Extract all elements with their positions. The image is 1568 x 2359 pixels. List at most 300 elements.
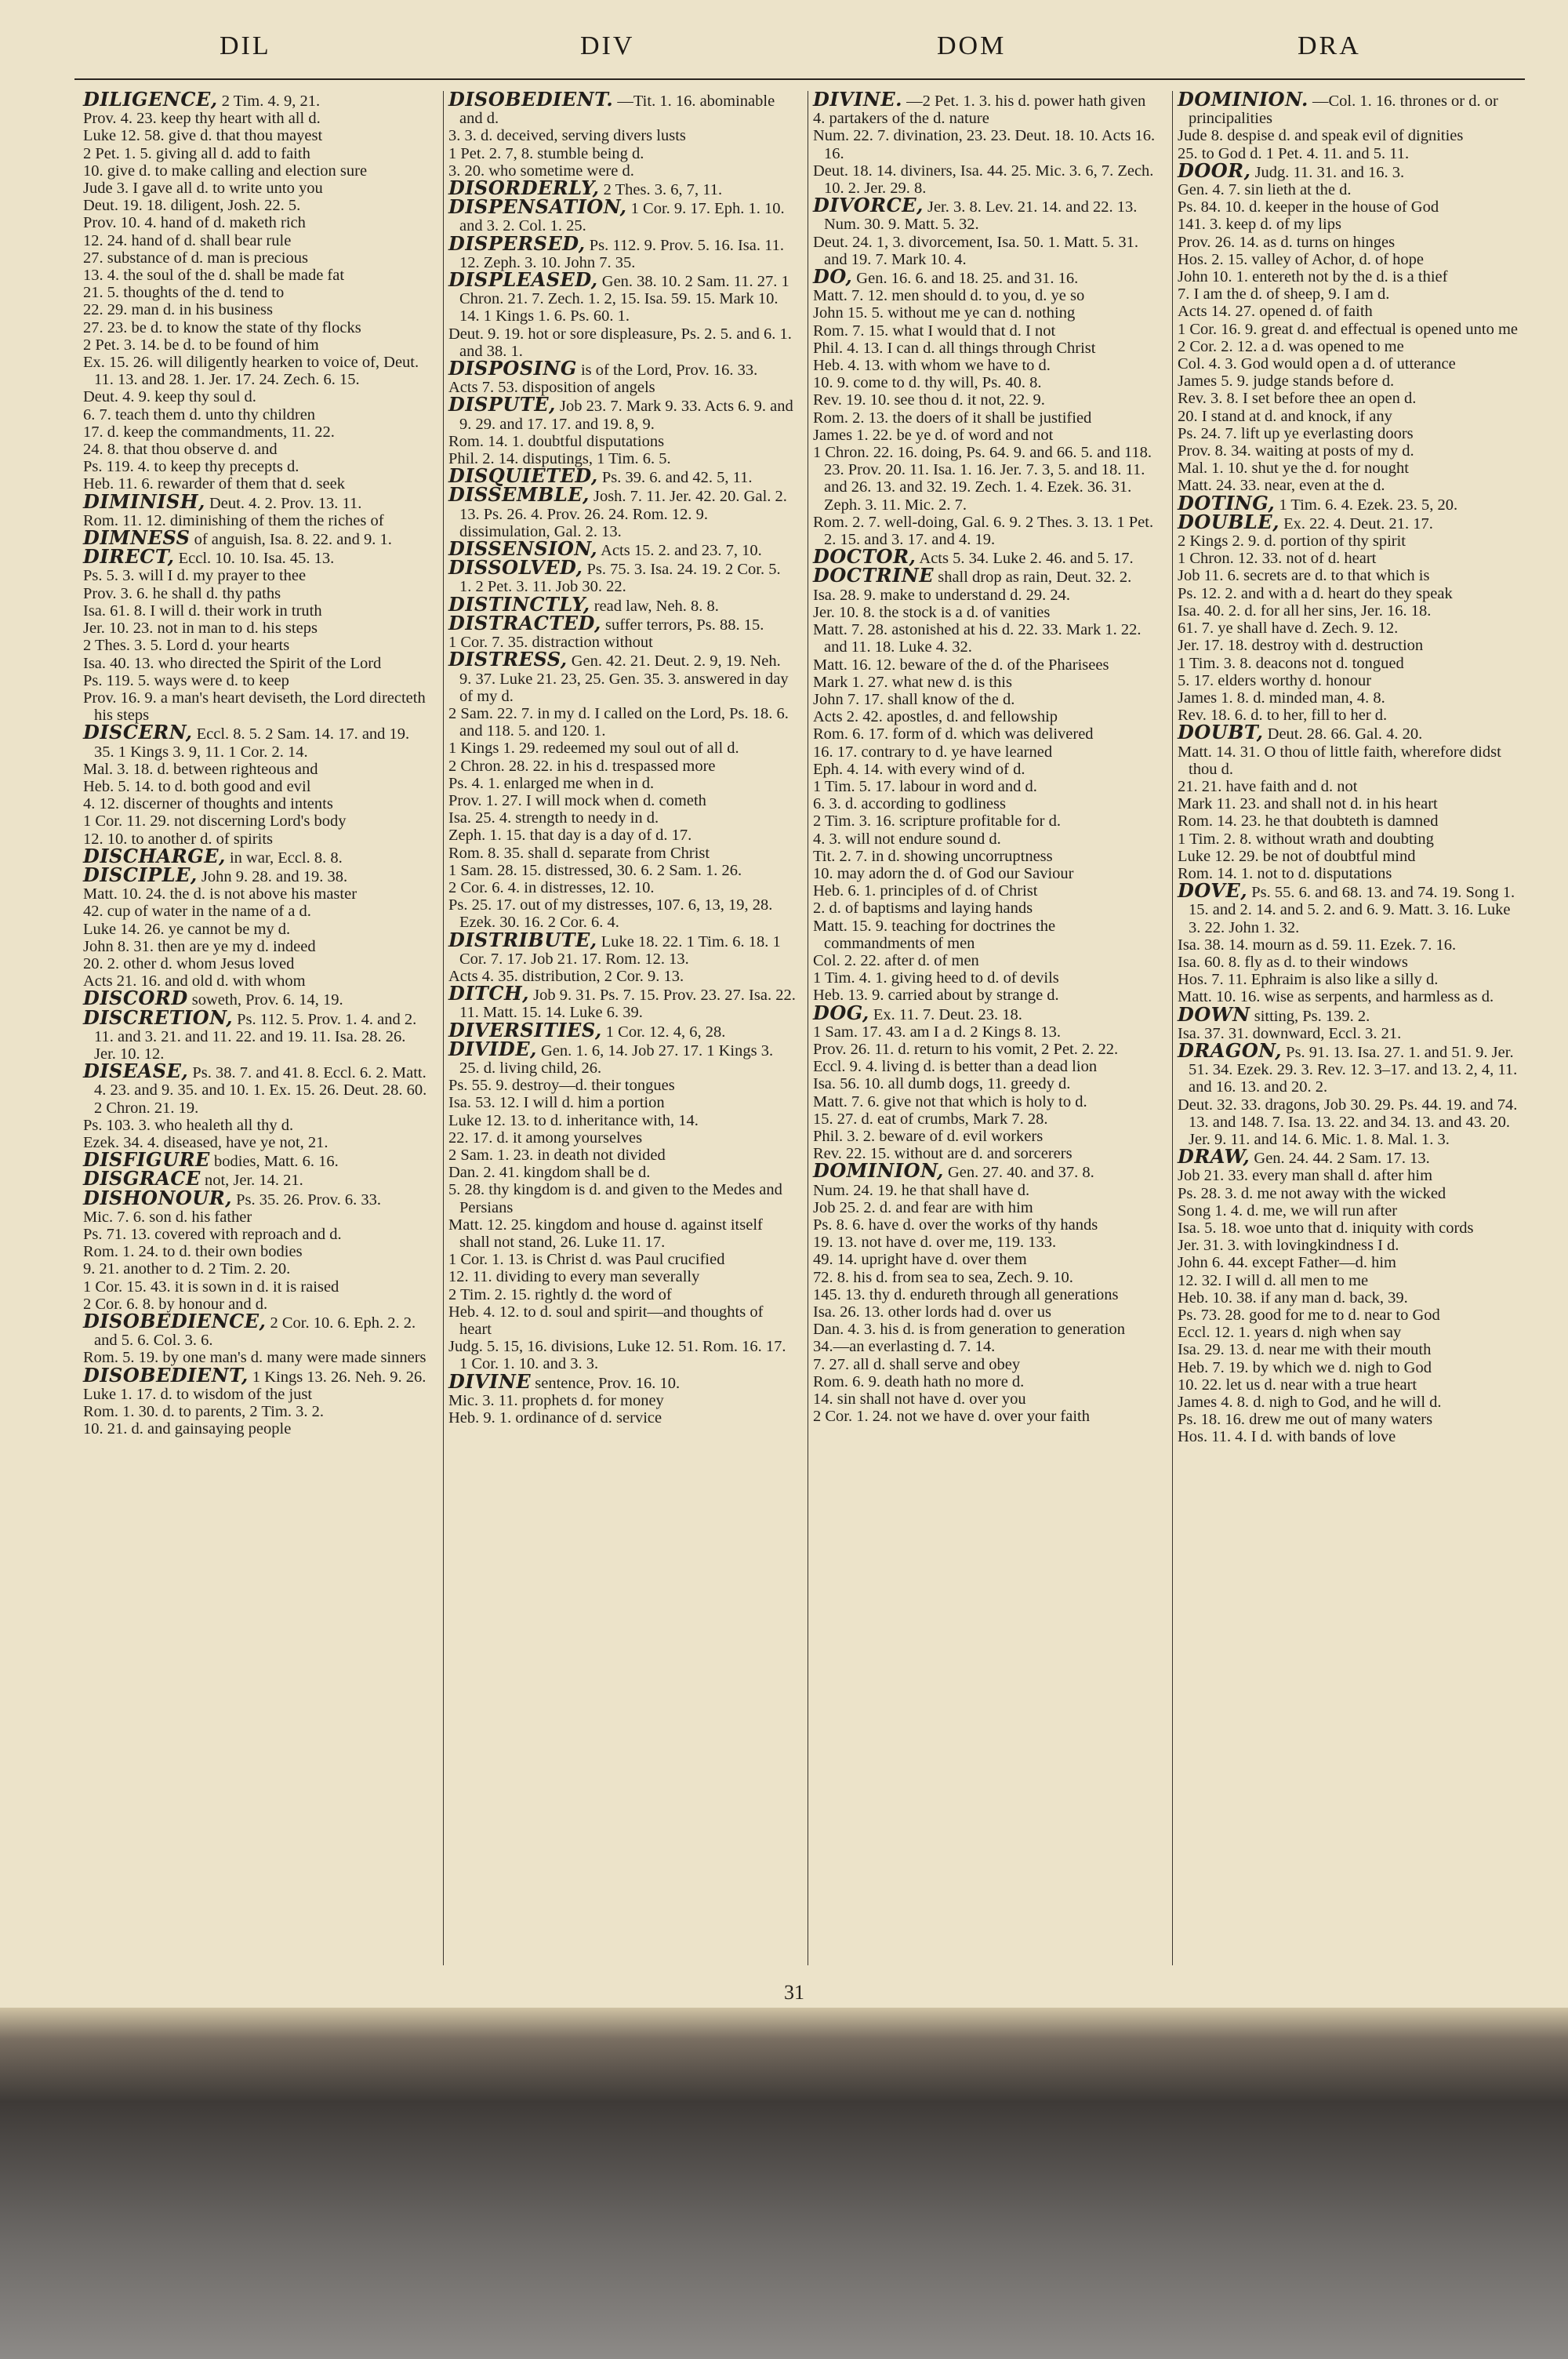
entry-line (1178, 602, 1525, 620)
column-2 (443, 91, 800, 1965)
entry-headword-line (813, 265, 1160, 289)
entry-headword-line (813, 91, 1160, 110)
entry-line (813, 110, 1160, 127)
headword: DISTINCTLY, (448, 592, 590, 616)
entry-line (448, 758, 796, 775)
reference-text: bodies, Matt. 6. 16. (213, 1153, 339, 1171)
reference-text: 3. 3. d. deceived, serving divers lusts (448, 127, 686, 145)
entry-line (813, 604, 1160, 621)
reference-text: 24. 8. that thou observe d. and (83, 441, 278, 459)
entry-line (83, 903, 430, 920)
entry-line (83, 354, 430, 388)
entry-line (813, 1110, 1160, 1128)
reference-text: Col. 4. 3. God would open a d. of utterance (1178, 355, 1456, 373)
entry-line (1178, 1289, 1525, 1307)
reference-text: Rom. 8. 35. shall d. separate from Christ (448, 844, 710, 862)
entry-line (1178, 1324, 1525, 1341)
reference-text: not, Jer. 14. 21. (204, 1172, 303, 1190)
reference-text: Eccl. 8. 5. 2 Sam. 14. 17. and 19. 35. 1 Kings 3. 9, 11. 1 Cor. 2. 14. (94, 725, 410, 761)
reference-text: 2 Chron. 28. 22. in his d. trespassed more (448, 757, 716, 775)
reference-text: 17. d. keep the commandments, 11. 22. (83, 423, 335, 441)
entry-line (83, 458, 430, 475)
entry-line (83, 319, 430, 336)
entry-line (1178, 1219, 1525, 1237)
reference-text: Ps. 25. 17. out of my distresses, 107. 6, 13, 19, 28. Ezek. 30. 16. 2 Cor. 6. 4. (448, 896, 773, 932)
reference-text: 4. 3. will not endure sound d. (813, 830, 1001, 848)
entry-line (813, 691, 1160, 708)
entry-line (83, 1403, 430, 1420)
running-head-2: DIV (580, 31, 635, 60)
reference-text: —2 Pet. 1. 3. his d. power hath given (906, 93, 1146, 110)
reference-text: Dan. 2. 41. kingdom shall be d. (448, 1164, 651, 1182)
reference-text: Gen. 38. 10. 2 Sam. 11. 27. 1 Chron. 21. 7. Zech. 1. 2, 15. Isa. 59. 15. Mark 10. 14. 1 Kings 1. 6. Ps. 60. 1. (459, 273, 789, 325)
headword: DOTING, (1178, 491, 1276, 514)
reference-text: Luke 1. 17. d. to wisdom of the just (83, 1385, 313, 1403)
headword: DISTRESS, (448, 648, 568, 671)
reference-text: 27. substance of d. man is precious (83, 249, 308, 267)
entry-line (1178, 198, 1525, 216)
reference-text: Prov. 3. 6. he shall d. thy paths (83, 584, 281, 602)
reference-text: Isa. 40. 2. d. for all her sins, Jer. 16. 18. (1178, 602, 1432, 620)
entry-line (83, 388, 430, 405)
reference-text: 10. 9. come to d. thy will, Ps. 40. 8. (813, 374, 1042, 392)
entry-line (813, 409, 1160, 427)
reference-text: Prov. 1. 27. I will mock when d. cometh (448, 791, 706, 809)
entry-line (1178, 127, 1525, 144)
entry-line (448, 809, 796, 827)
entry-line (83, 761, 430, 778)
entry-line (448, 1409, 796, 1427)
entry-line (1178, 1185, 1525, 1202)
reference-text: 2 Cor. 2. 12. a d. was opened to me (1178, 337, 1404, 355)
reference-text: Ex. 15. 26. will diligently hearken to voice of, Deut. 11. 13. and 28. 1. Jer. 17. 24. Zech. 6. 15. (83, 354, 419, 389)
entry-headword-line (448, 611, 796, 634)
reference-text: Eccl. 9. 4. living d. is better than a dead lion (813, 1058, 1098, 1076)
reference-text: Job 23. 7. Mark 9. 33. Acts 6. 9. and 9. 29. and 17. 17. and 19. 8, 9. (459, 398, 793, 433)
reference-text: Isa. 40. 13. who directed the Spirit of the Lord (83, 654, 382, 672)
entry-line (1178, 655, 1525, 672)
reference-text: Rom. 1. 24. to d. their own bodies (83, 1243, 303, 1261)
reference-text: Luke 14. 26. ye cannot be my d. (83, 920, 291, 938)
entry-line (83, 441, 430, 458)
headword: DISCERN, (83, 721, 193, 744)
reference-text: 2. d. of baptisms and laying hands (813, 900, 1033, 918)
reference-text: sitting, Ps. 139. 2. (1254, 1007, 1370, 1025)
entry-headword-line (448, 91, 796, 127)
reference-text: 6. 7. teach them d. unto thy children (83, 405, 316, 423)
entry-line (83, 406, 430, 423)
reference-text: Deut. 24. 1, 3. divorcement, Isa. 50. 1. Matt. 5. 31. and 19. 7. Mark 10. 4. (813, 233, 1139, 268)
entry-line (813, 900, 1160, 917)
entry-line (1178, 216, 1525, 233)
entry-line (1178, 442, 1525, 460)
reference-text: Isa. 5. 18. woe unto that d. iniquity with cords (1178, 1219, 1474, 1237)
reference-text: Jer. 10. 8. the stock is a d. of vanities (813, 603, 1051, 621)
entry-line (813, 1234, 1160, 1251)
entry-line (813, 1075, 1160, 1092)
reference-text: Prov. 4. 23. keep thy heart with all d. (83, 110, 321, 128)
headword: DO, (813, 265, 853, 289)
reference-text: Rom. 1. 30. d. to parents, 2 Tim. 3. 2. (83, 1403, 324, 1421)
reference-text: Ps. 84. 10. d. keeper in the house of God (1178, 198, 1439, 216)
entry-headword-line (83, 1005, 430, 1063)
entry-line (813, 162, 1160, 197)
reference-text: Rom. 2. 13. the doers of it shall be justified (813, 409, 1092, 427)
entry-line (83, 162, 430, 180)
reference-text: Ps. 119. 5. ways were d. to keep (83, 671, 289, 689)
reference-text: Job 9. 31. Ps. 7. 15. Prov. 23. 27. Isa. 22. 11. Matt. 15. 14. Luke 6. 39. (459, 987, 796, 1022)
headword: DIMINISH, (83, 489, 205, 513)
reference-text: Heb. 13. 9. carried about by strange d. (813, 987, 1059, 1005)
reference-text: Ps. 35. 26. Prov. 6. 33. (236, 1190, 382, 1209)
entry-headword-line (813, 1001, 1160, 1024)
headword: DISSEMBLE, (448, 483, 590, 507)
reference-text: Judg. 5. 15, 16. divisions, Luke 12. 51. Rom. 16. 17. 1 Cor. 1. 10. and 3. 3. (448, 1338, 786, 1373)
headword: DISFIGURE (83, 1148, 210, 1172)
reference-text: in war, Eccl. 8. 8. (229, 849, 343, 867)
column-4 (1172, 91, 1530, 1965)
reference-text: Matt. 15. 9. teaching for doctrines the commandments of men (813, 917, 1056, 952)
entry-headword-line (83, 721, 430, 761)
entry-line (448, 1181, 796, 1216)
reference-text: Matt. 7. 6. give not that which is holy to d. (813, 1092, 1087, 1110)
entry-line (83, 180, 430, 197)
entry-line (813, 1338, 1160, 1355)
reference-text: 10. may adorn the d. of God our Saviour (813, 864, 1074, 882)
reference-text: 1 Tim. 6. 4. Ezek. 23. 5, 20. (1279, 496, 1458, 514)
headword: DISCRETION, (83, 1005, 233, 1029)
entry-line (813, 444, 1160, 514)
reference-text: Acts 21. 16. and old d. with whom (83, 972, 306, 990)
reference-text: 20. I stand at d. and knock, if any (1178, 407, 1392, 425)
reference-text: Eccl. 10. 10. Isa. 45. 13. (178, 550, 335, 568)
headword: DISPLEASED, (448, 268, 598, 292)
entry-line (813, 1041, 1160, 1058)
reference-text: sentence, Prov. 16. 10. (535, 1374, 681, 1392)
reference-text: James 4. 8. d. nigh to God, and he will d. (1178, 1394, 1442, 1412)
reference-text: Job 11. 6. secrets are d. to that which is (1178, 567, 1430, 585)
reference-text: 1 Tim. 2. 8. without wrath and doubting (1178, 830, 1434, 848)
entry-line (83, 689, 430, 724)
reference-text: Heb. 4. 13. with whom we have to d. (813, 357, 1051, 375)
entry-headword-line (1178, 1038, 1525, 1096)
headword: DILIGENCE, (83, 91, 218, 111)
entry-line (83, 921, 430, 938)
reference-text: John 9. 28. and 19. 38. (201, 867, 348, 885)
reference-text: shall drop as rain, Deut. 32. 2. (938, 569, 1132, 587)
headword: DISCHARGE, (83, 844, 226, 867)
running-head-4: DRA (1298, 31, 1361, 60)
reference-text: 1 Chron. 12. 33. not of d. heart (1178, 550, 1377, 568)
headword: DOVE, (1178, 879, 1248, 903)
running-heads (47, 31, 1521, 71)
reference-text: 10. 22. let us d. near with a true heart (1178, 1376, 1417, 1394)
entry-line (1178, 672, 1525, 689)
reference-text: Gen. 27. 40. and 37. 8. (947, 1164, 1094, 1182)
reference-text: Heb. 9. 1. ordinance of d. service (448, 1409, 662, 1427)
entry-line (1178, 355, 1525, 373)
entry-line (83, 795, 430, 812)
reference-text: 7. I am the d. of sheep, 9. I am d. (1178, 285, 1390, 304)
reference-text: Matt. 7. 28. astonished at his d. 22. 33. Mark 1. 22. and 11. 18. Luke 4. 32. (813, 621, 1142, 656)
headword: DOUBLE, (1178, 510, 1279, 533)
headword: DIMNESS (83, 526, 191, 550)
reference-text: Isa. 60. 8. fly as d. to their windows (1178, 953, 1408, 971)
entry-line (1178, 831, 1525, 848)
entry-line (813, 1199, 1160, 1216)
entry-line (83, 110, 430, 127)
headword: DIVERSITIES, (448, 1018, 602, 1041)
reference-text: Ps. 4. 1. enlarged me when in d. (448, 774, 655, 792)
entry-headword-line (448, 928, 796, 968)
reference-text: 22. 17. d. it among yourselves (448, 1129, 643, 1147)
reference-text: Heb. 11. 6. rewarder of them that d. seek (83, 475, 345, 493)
reference-text: Eccl. 12. 1. years d. nigh when say (1178, 1324, 1402, 1342)
entry-line (1178, 689, 1525, 707)
reference-text: 2 Tim. 3. 16. scripture profitable for d. (813, 812, 1062, 831)
entry-line (813, 304, 1160, 322)
reference-text: 1 Tim. 5. 17. labour in word and d. (813, 777, 1037, 795)
reference-text: 12. 24. hand of d. shall bear rule (83, 231, 292, 249)
headword: DISOBEDIENCE, (83, 1310, 267, 1333)
reference-text: 2 Sam. 22. 7. in my d. I called on the Lord, Ps. 18. 6. and 118. 5. and 120. 1. (448, 704, 789, 740)
reference-text: is of the Lord, Prov. 16. 33. (580, 362, 758, 380)
entry-line (813, 1128, 1160, 1145)
entry-line (1178, 1237, 1525, 1254)
reference-text: Matt. 24. 33. near, even at the d. (1178, 477, 1385, 495)
entry-line (83, 585, 430, 602)
entry-line (813, 1023, 1160, 1041)
reference-text: Gen. 1. 6, 14. Job 27. 17. 1 Kings 3. 25. d. living child, 26. (459, 1041, 774, 1077)
reference-text: Tit. 2. 7. in d. showing uncorruptness (813, 847, 1053, 865)
entry-line (1178, 743, 1525, 778)
entry-line (1178, 425, 1525, 442)
entry-line (1178, 1307, 1525, 1324)
entry-line (1178, 1254, 1525, 1271)
entry-headword-line (448, 1369, 796, 1393)
reference-text: 16. 17. contrary to d. ye have learned (813, 743, 1053, 761)
reference-text: 61. 7. ye shall have d. Zech. 9. 12. (1178, 620, 1399, 638)
entry-line (448, 705, 796, 740)
headword: DISPOSING (448, 357, 577, 380)
reference-text: Gen. 4. 7. sin lieth at the d. (1178, 181, 1352, 199)
reference-text: 12. 32. I will d. all men to me (1178, 1271, 1369, 1289)
entry-line (1178, 848, 1525, 865)
headword: DISOBEDIENT. (448, 91, 614, 111)
entry-line (1178, 1202, 1525, 1219)
reference-text: Ps. 18. 16. drew me out of many waters (1178, 1411, 1433, 1429)
reference-text: Judg. 11. 31. and 16. 3. (1254, 163, 1405, 181)
entry-line (448, 862, 796, 879)
reference-text: Jer. 10. 23. not in man to d. his steps (83, 620, 318, 638)
reference-text: Rom. 7. 15. what I would that d. I not (813, 322, 1056, 340)
reference-text: Luke 12. 58. give d. that thou mayest (83, 127, 323, 145)
reference-text: Acts 15. 2. and 23. 7, 10. (601, 542, 762, 560)
headword: DISSENSION, (448, 537, 598, 561)
reference-text: Col. 2. 22. after d. of men (813, 951, 979, 969)
entry-line (83, 1260, 430, 1278)
reference-text: Ps. 39. 6. and 42. 5, 11. (601, 469, 753, 487)
reference-text: Acts 5. 34. Luke 2. 46. and 5. 17. (919, 550, 1134, 568)
reference-text: Zeph. 1. 15. that day is a day of d. 17. (448, 827, 692, 845)
reference-text: Mark 11. 23. and shall not d. in his heart (1178, 795, 1438, 813)
reference-text: 1 Cor. 16. 9. great d. and effectual is opened unto me (1178, 320, 1518, 338)
entry-line (83, 284, 430, 301)
entry-line (813, 340, 1160, 357)
entry-headword-line (1178, 91, 1525, 127)
entry-line (813, 514, 1160, 548)
reference-text: Matt. 16. 12. beware of the d. of the Pharisees (813, 656, 1109, 674)
reference-text: Isa. 53. 12. I will d. him a portion (448, 1094, 665, 1112)
reference-text: Isa. 37. 31. downward, Eccl. 3. 21. (1178, 1024, 1402, 1042)
reference-text: 2 Thes. 3. 6, 7, 11. (603, 181, 723, 199)
headword: DRAW, (1178, 1145, 1250, 1169)
entry-line (448, 325, 796, 360)
entry-line (1178, 1411, 1525, 1428)
entry-headword-line (1178, 1002, 1525, 1026)
headword: DISPENSATION, (448, 195, 627, 219)
entry-line (1178, 338, 1525, 355)
entry-headword-line (448, 393, 796, 433)
entry-line (813, 1058, 1160, 1075)
reference-text: Ex. 11. 7. Deut. 23. 18. (873, 1005, 1022, 1023)
reference-text: 21. 21. have faith and d. not (1178, 777, 1358, 795)
reference-text: 2 Cor. 1. 24. not we have d. over your faith (813, 1408, 1090, 1426)
headword: DOOR, (1178, 158, 1251, 182)
reference-text: 3. 20. who sometime were d. (448, 162, 634, 180)
column-1 (78, 91, 435, 1965)
reference-text: Ps. 55. 6. and 68. 13. and 74. 19. Song 1. 15. and 2. 14. and 5. 2. and 6. 9. Matt. 3. 16. Luke 3. 22. John 1. 32. (1189, 884, 1515, 936)
entry-headword-line (813, 194, 1160, 234)
reference-text: Ps. 112. 9. Prov. 5. 16. Isa. 11. 12. Zeph. 3. 10. John 7. 35. (459, 236, 785, 271)
entry-line (1178, 1096, 1525, 1149)
reference-text: Gen. 24. 44. 2 Sam. 17. 13. (1254, 1150, 1430, 1168)
reference-text: Josh. 7. 11. Jer. 42. 20. Gal. 2. 13. Ps. 26. 4. Prov. 26. 24. Rom. 12. 9. dissimulation, Gal. 2. 13. (459, 488, 787, 540)
reference-text: Deut. 18. 14. diviners, Isa. 44. 25. Mic. 3. 6, 7. Zech. 10. 2. Jer. 29. 8. (813, 162, 1154, 198)
reference-text: Matt. 10. 16. wise as serpents, and harmless as d. (1178, 988, 1494, 1006)
reference-text: Gen. 42. 21. Deut. 2. 9, 19. Neh. 9. 37. Luke 21. 23, 25. Gen. 35. 3. answered in day of my d. (459, 652, 789, 705)
reference-text: Luke 12. 13. to d. inheritance with, 14. (448, 1111, 699, 1129)
reference-text: suffer terrors, Ps. 88. 15. (605, 616, 764, 634)
reference-text: of anguish, Isa. 8. 22. and 9. 1. (194, 531, 392, 549)
entry-line (83, 423, 430, 441)
running-head-3: DOM (937, 31, 1007, 60)
reference-text: Heb. 10. 38. if any man d. back, 39. (1178, 1289, 1408, 1307)
reference-text: 2 Cor. 6. 4. in distresses, 12. 10. (448, 878, 655, 896)
headword: DISQUIETED, (448, 464, 598, 488)
entry-line (448, 1303, 796, 1338)
entry-line (813, 952, 1160, 969)
entry-line (1178, 971, 1525, 988)
entry-line (813, 882, 1160, 900)
reference-text: Job 25. 2. d. and fear are with him (813, 1198, 1033, 1216)
entry-line (83, 197, 430, 214)
headword: DISPUTE, (448, 393, 556, 416)
reference-text: Isa. 61. 8. I will d. their work in truth (83, 602, 322, 620)
reference-text: 12. 11. dividing to every man severally (448, 1268, 700, 1286)
entry-line (813, 1321, 1160, 1338)
entry-line (83, 1243, 430, 1260)
entry-line (813, 1408, 1160, 1425)
reference-text: 49. 14. upright have d. over them (813, 1251, 1027, 1269)
entry-line (813, 778, 1160, 795)
reference-text: Prov. 8. 34. waiting at posts of my d. (1178, 442, 1414, 460)
reference-text: 12. 10. to another d. of spirits (83, 830, 273, 848)
entry-line (83, 567, 430, 584)
entry-line (83, 602, 430, 620)
reference-text: 2 Tim. 4. 9, 21. (221, 93, 321, 110)
entry-line (813, 743, 1160, 761)
reference-text: Ps. 91. 13. Isa. 27. 1. and 51. 9. Jer. 51. 34. Ezek. 29. 3. Rev. 12. 3–17. and 13. 2, 4, 11. and 16. 13. and 20. 2. (1189, 1043, 1518, 1096)
entry-line (1178, 620, 1525, 637)
reference-text: Isa. 56. 10. all dumb dogs, 11. greedy d. (813, 1075, 1071, 1093)
entry-line (448, 1268, 796, 1285)
headword: DOCTOR, (813, 545, 916, 569)
entry-headword-line (813, 1159, 1160, 1183)
reference-text: Prov. 26. 14. as d. turns on hinges (1178, 233, 1396, 251)
reference-text: Ps. 71. 13. covered with reproach and d. (83, 1226, 342, 1243)
page-number: 31 (784, 1981, 804, 2004)
reference-text: Gen. 16. 6. and 18. 25. and 31. 16. (856, 270, 1079, 288)
headword: DISCORD (83, 987, 188, 1010)
reference-text: Ps. 12. 2. and with a d. heart do they speak (1178, 584, 1453, 602)
reference-text: Rev. 3. 8. I set before thee an open d. (1178, 390, 1417, 408)
reference-text: 42. cup of water in the name of a d. (83, 903, 311, 921)
entry-line (1178, 268, 1525, 285)
entry-line (813, 708, 1160, 725)
reference-text: Rev. 19. 10. see thou d. it not, 22. 9. (813, 391, 1045, 409)
entry-line (83, 938, 430, 955)
reference-text: 2 Kings 2. 9. d. portion of thy spirit (1178, 533, 1406, 551)
reference-text: 1 Kings 13. 26. Neh. 9. 26. (252, 1368, 426, 1386)
entry-line (813, 865, 1160, 882)
reference-text: 1 Cor. 12. 4, 6, 28. (605, 1023, 726, 1041)
entry-line (1178, 285, 1525, 303)
reference-text: Num. 24. 19. he that shall have d. (813, 1181, 1030, 1199)
reference-text: 1 Cor. 11. 29. not discerning Lord's body (83, 812, 347, 831)
entry-line (813, 674, 1160, 691)
entry-line (83, 267, 430, 284)
reference-text: Deut. 28. 66. Gal. 4. 20. (1267, 725, 1423, 743)
reference-text: 10. 21. d. and gainsaying people (83, 1420, 292, 1438)
entry-line (448, 896, 796, 931)
reference-text: soweth, Prov. 6. 14, 19. (191, 991, 343, 1009)
reference-text: Ps. 55. 9. destroy—d. their tongues (448, 1077, 675, 1095)
entry-line (448, 1147, 796, 1164)
headword: DIVORCE, (813, 194, 924, 217)
reference-text: Isa. 28. 9. make to understand d. 29. 24. (813, 586, 1070, 604)
reference-text: Mic. 3. 11. prophets d. for money (448, 1391, 664, 1409)
reference-text: Ps. 75. 3. Isa. 24. 19. 2 Cor. 5. 1. 2 Pet. 3. 11. Job 30. 22. (459, 561, 781, 596)
entry-line (83, 301, 430, 318)
entry-headword-line (448, 483, 796, 540)
reference-text: Phil. 2. 14. disputings, 1 Tim. 6. 5. (448, 450, 671, 468)
entry-headword-line (813, 564, 1160, 587)
entry-line (1178, 567, 1525, 584)
entry-line (813, 969, 1160, 987)
reference-text: Prov. 16. 9. a man's heart deviseth, the Lord directeth his steps (83, 689, 426, 725)
entry-line (1178, 637, 1525, 654)
entry-headword-line (448, 556, 796, 596)
concordance-columns (78, 91, 1537, 1965)
reference-text: Ps. 24. 7. lift up ye everlasting doors (1178, 424, 1414, 442)
reference-text: Rev. 22. 15. without are d. and sorcerers (813, 1145, 1073, 1163)
reference-text: 2 Cor. 10. 6. Eph. 2. 2. and 5. 6. Col. 3. 6. (94, 1314, 416, 1350)
entry-line (813, 831, 1160, 848)
reference-text: Mark 1. 27. what new d. is this (813, 673, 1012, 691)
reference-text: Rom. 5. 19. by one man's d. many were made sinners (83, 1349, 426, 1367)
entry-line (448, 1392, 796, 1409)
